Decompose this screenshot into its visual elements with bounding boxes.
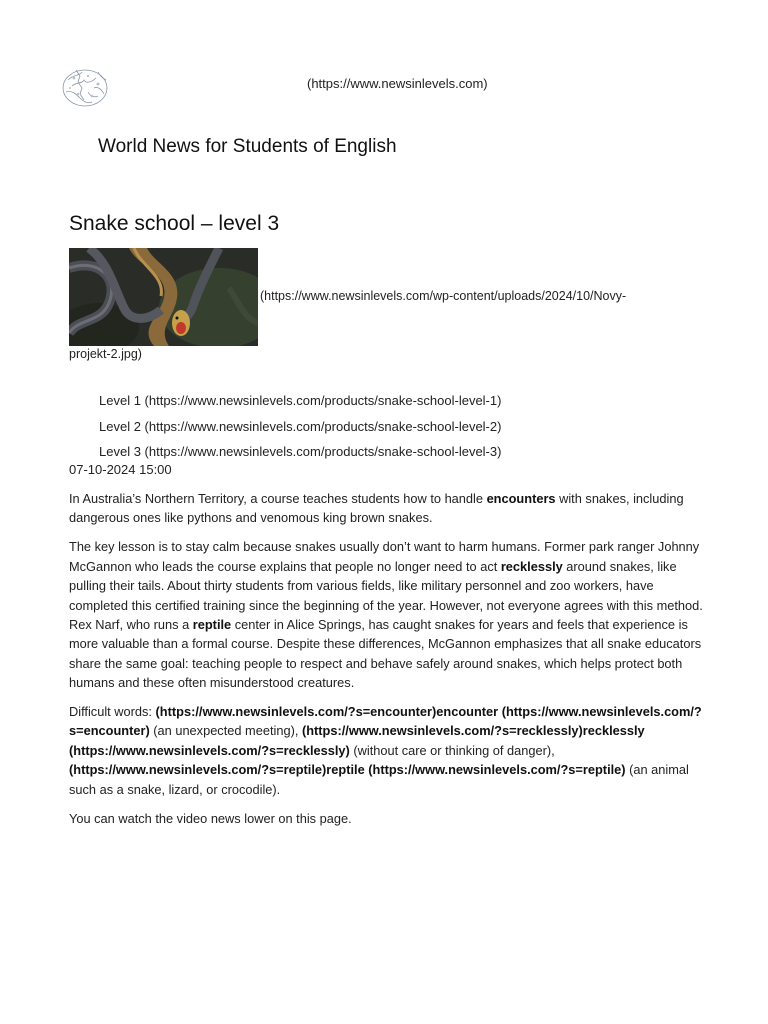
site-tagline: World News for Students of English (98, 136, 397, 157)
article-body (69, 489, 709, 838)
paragraph-2 (69, 537, 709, 692)
keyword-recklessly: recklessly (500, 558, 563, 574)
image-link-continued[interactable]: projekt-2.jpg) (69, 347, 142, 361)
globe-logo-icon[interactable] (58, 64, 112, 110)
difficult-words-label: Difficult words: (69, 704, 156, 720)
snake-article-image[interactable] (69, 248, 258, 346)
difficult-word-reptile-link[interactable]: (https://www.newsinlevels.com/?s=reptile)reptile (https://www.newsinlevels.com/?s=reptile) (69, 762, 626, 778)
difficult-word-recklessly-link[interactable]: (https://www.newsinlevels.com/?s=recklessly)recklessly (https://www.newsinlevels.com/?s=recklessly) (69, 723, 645, 758)
level-1-link[interactable]: Level 1 (https://www.newsinlevels.com/products/snake-school-level-1) (99, 393, 502, 408)
difficult-word-encounter-definition: (an unexpected meeting), (149, 723, 302, 739)
keyword-reptile: reptile (192, 616, 232, 632)
article-title: Snake school – level 3 (69, 212, 280, 235)
difficult-words (69, 702, 709, 799)
difficult-word-recklessly-definition: (without care or thinking of danger), (349, 742, 555, 758)
level-3-link[interactable]: Level 3 (https://www.newsinlevels.com/products/snake-school-level-3) (99, 444, 502, 459)
video-note: You can watch the video news lower on this page. (69, 810, 352, 826)
level-links (99, 388, 501, 465)
paragraph-1-text-b: with snakes, including dangerous ones like pythons and venomous king brown snakes. (69, 491, 684, 526)
paragraph-2-text-a: The key lesson is to stay calm because snakes usually don’t want to harm humans. Former park ranger Johnny McGannon who leads the course explains that people no longer need to act (69, 539, 700, 574)
paragraph-2-text-b: around snakes, like pulling their tails. About thirty students from various fields, like military personnel and zoo workers, have completed this certified training since the beginning of the year. However, not everyone agrees with this method. Rex Narf, who runs a (69, 558, 703, 632)
level-2-link[interactable]: Level 2 (https://www.newsinlevels.com/products/snake-school-level-2) (99, 418, 502, 434)
paragraph-1 (69, 489, 709, 528)
difficult-word-reptile-definition: (an animal such as a snake, lizard, or crocodile). (69, 762, 689, 797)
difficult-word-encounter-link[interactable]: (https://www.newsinlevels.com/?s=encounter)encounter (https://www.newsinlevels.com/?s=encounter) (69, 704, 702, 739)
article-date: 07-10-2024 15:00 (69, 462, 172, 477)
site-home-link[interactable]: (https://www.newsinlevels.com) (307, 76, 488, 91)
keyword-encounters: encounters (486, 491, 556, 506)
image-link[interactable]: (https://www.newsinlevels.com/wp-content/uploads/2024/10/Novy- (260, 289, 627, 303)
paragraph-1-text-a: In Australia’s Northern Territory, a course teaches students how to handle (69, 491, 487, 506)
paragraph-2-text-c: center in Alice Springs, has caught snakes for years and feels that experience is more valuable than a formal course. Despite these differences, McGannon emphasizes that all snake educators share the same goal: teaching people to respect and behave safely around snakes, which helps protect both humans and these often misunderstood creatures. (69, 616, 702, 691)
